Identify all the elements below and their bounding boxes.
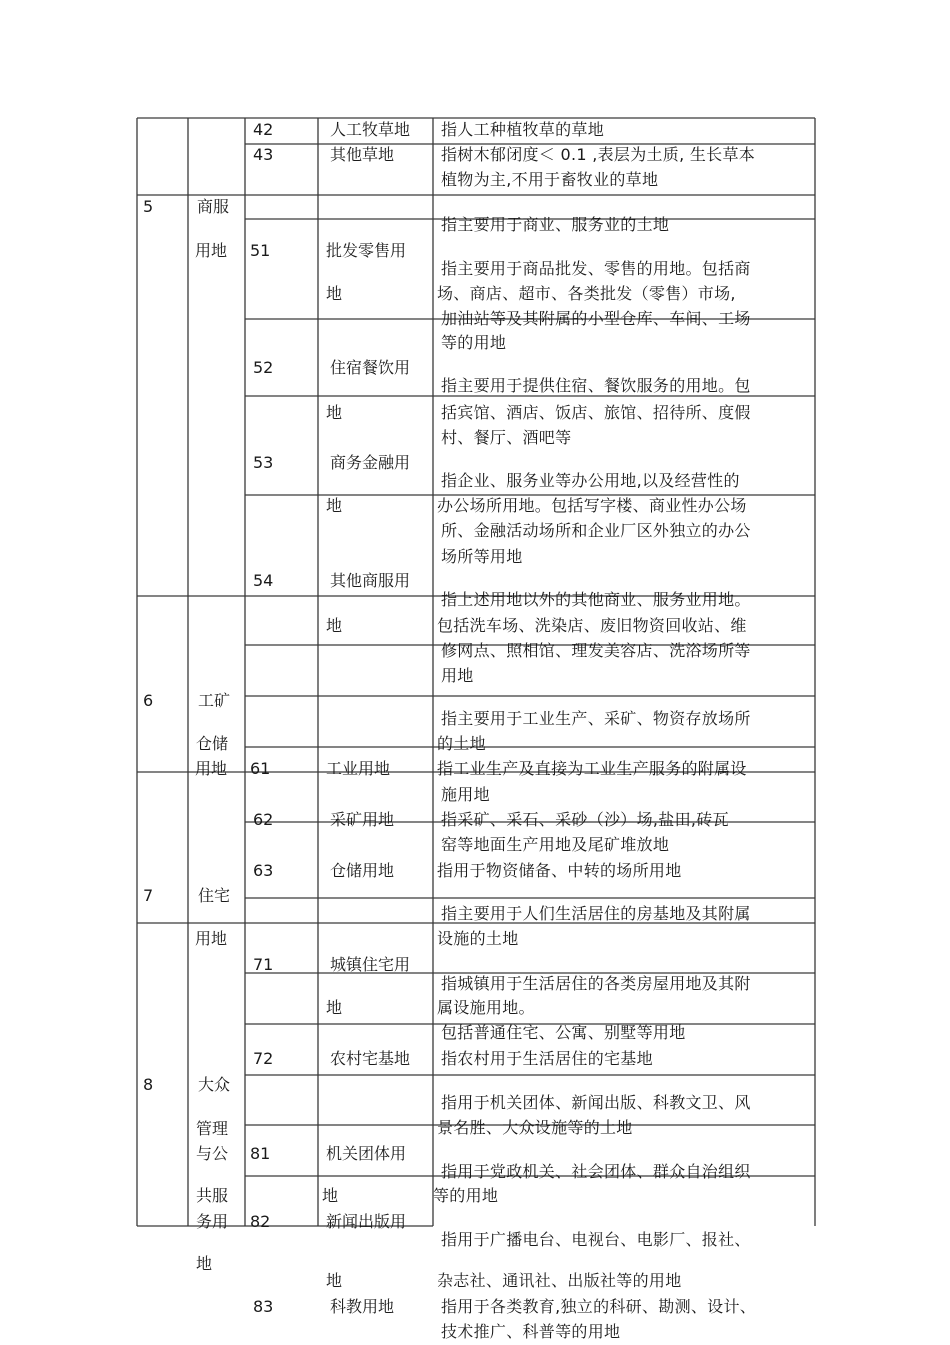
description-line: 施用地 bbox=[441, 785, 490, 804]
category-name: 用地 bbox=[195, 759, 228, 778]
category-name: 共服 bbox=[196, 1186, 229, 1205]
category-name: 与公 bbox=[196, 1144, 229, 1163]
description-line: 设施的土地 bbox=[437, 929, 519, 948]
description-line: 指城镇用于生活居住的各类房屋用地及其附 bbox=[441, 974, 751, 993]
name-cell: 其他草地 bbox=[330, 145, 395, 164]
subcategory-code: 52 bbox=[253, 358, 274, 377]
subcategory-code: 51 bbox=[250, 241, 271, 260]
description-line: 场、商店、超市、各类批发（零售）市场, bbox=[437, 284, 736, 303]
description-line: 修网点、照相馆、理发美容店、洗浴场所等 bbox=[441, 641, 751, 660]
subcategory-name: 城镇住宅用 bbox=[330, 955, 411, 974]
description-line: 加油站等及其附属的小型仓库、车间、工场 bbox=[441, 309, 751, 328]
description-line: 指用于机关团体、新闻出版、科教文卫、风 bbox=[441, 1093, 751, 1112]
subcategory-code: 53 bbox=[253, 453, 274, 472]
subcategory-name: 仓储用地 bbox=[330, 861, 395, 880]
description-line: 场所等用地 bbox=[441, 547, 523, 566]
subcategory-code: 62 bbox=[253, 810, 274, 829]
description-line: 指树木郁闭度＜ 0.1 ,表层为土质, 生长草本 bbox=[441, 145, 756, 164]
subcategory-name: 地 bbox=[326, 1271, 343, 1290]
description-line: 技术推广、科普等的用地 bbox=[441, 1322, 621, 1341]
category-name: 地 bbox=[196, 1254, 213, 1273]
description-line: 村、餐厅、酒吧等 bbox=[441, 428, 572, 447]
name-cell: 人工牧草地 bbox=[330, 120, 411, 139]
subcategory-name: 地 bbox=[326, 616, 343, 635]
description-line: 办公场所用地。包括写字楼、商业性办公场 bbox=[437, 496, 747, 515]
subcategory-code: 63 bbox=[253, 861, 274, 880]
description-line: 属设施用地。 bbox=[437, 998, 535, 1017]
category-code: 7 bbox=[143, 886, 154, 905]
category-name: 商服 bbox=[197, 197, 230, 216]
subcategory-name: 新闻出版用 bbox=[326, 1212, 407, 1231]
description-line: 包括普通住宅、公寓、别墅等用地 bbox=[441, 1023, 686, 1042]
description-line: 杂志社、通讯社、出版社等的用地 bbox=[437, 1271, 682, 1290]
description-line: 包括洗车场、洗染店、废旧物资回收站、维 bbox=[437, 616, 747, 635]
subcategory-code: 81 bbox=[250, 1144, 271, 1163]
description-line: 所、金融活动场所和企业厂区外独立的办公 bbox=[441, 521, 751, 540]
subcategory-code: 82 bbox=[250, 1212, 271, 1231]
subcategory-code: 54 bbox=[253, 571, 274, 590]
description-line: 指企业、服务业等办公用地,以及经营性的 bbox=[441, 471, 740, 490]
subcategory-code: 61 bbox=[250, 759, 271, 778]
subcategory-name: 商务金融用 bbox=[330, 453, 411, 472]
category-code: 6 bbox=[143, 691, 154, 710]
subcategory-name: 地 bbox=[326, 998, 343, 1017]
description-line: 用地 bbox=[441, 666, 474, 685]
code-cell: 43 bbox=[253, 145, 274, 164]
category-code: 8 bbox=[143, 1075, 154, 1094]
description-line: 等的用地 bbox=[441, 333, 507, 352]
subcategory-name: 地 bbox=[322, 1186, 339, 1205]
code-cell: 42 bbox=[253, 120, 274, 139]
description-line: 指用于物资储备、中转的场所用地 bbox=[437, 861, 682, 880]
description-line: 指主要用于工业生产、采矿、物资存放场所 bbox=[441, 709, 751, 728]
category-name: 用地 bbox=[195, 929, 228, 948]
subcategory-name: 其他商服用 bbox=[330, 571, 411, 590]
category-name: 大众 bbox=[198, 1075, 231, 1094]
category-name: 工矿 bbox=[198, 691, 231, 710]
subcategory-name: 地 bbox=[326, 496, 343, 515]
subcategory-code: 72 bbox=[253, 1049, 274, 1068]
category-name: 务用 bbox=[196, 1212, 229, 1231]
description-line: 植物为主,不用于畜牧业的草地 bbox=[441, 170, 659, 189]
description-line: 指采矿、采石、采砂（沙）场,盐田,砖瓦 bbox=[441, 810, 729, 829]
description-line: 指用于党政机关、社会团体、群众自治组织 bbox=[441, 1162, 751, 1181]
subcategory-name: 地 bbox=[326, 403, 343, 422]
subcategory-name: 地 bbox=[326, 284, 343, 303]
category-name: 仓储 bbox=[196, 734, 229, 753]
description-line: 指主要用于商业、服务业的土地 bbox=[441, 215, 670, 234]
subcategory-code: 83 bbox=[253, 1297, 274, 1316]
description-line: 的土地 bbox=[437, 734, 486, 753]
description-line: 指用于各类教育,独立的科研、勘测、设计、 bbox=[441, 1297, 757, 1316]
category-code: 5 bbox=[143, 197, 154, 216]
category-name: 管理 bbox=[196, 1119, 229, 1138]
description-line: 括宾馆、酒店、饭店、旅馆、招待所、度假 bbox=[441, 403, 751, 422]
subcategory-name: 采矿用地 bbox=[330, 810, 395, 829]
subcategory-name: 批发零售用 bbox=[326, 241, 407, 260]
description-line: 等的用地 bbox=[433, 1186, 499, 1205]
category-name: 住宅 bbox=[198, 886, 231, 905]
subcategory-name: 农村宅基地 bbox=[330, 1049, 411, 1068]
subcategory-name: 机关团体用 bbox=[326, 1144, 407, 1163]
description-line: 窑等地面生产用地及尾矿堆放地 bbox=[441, 835, 670, 854]
description-line: 指农村用于生活居住的宅基地 bbox=[441, 1049, 653, 1068]
description-line: 指用于广播电台、电视台、电影厂、报社、 bbox=[441, 1230, 751, 1249]
description-line: 指主要用于人们生活居住的房基地及其附属 bbox=[441, 904, 751, 923]
subcategory-code: 71 bbox=[253, 955, 274, 974]
subcategory-name: 科教用地 bbox=[330, 1297, 395, 1316]
subcategory-name: 住宿餐饮用 bbox=[330, 358, 411, 377]
description-line: 指工业生产及直接为工业生产服务的附属设 bbox=[437, 759, 747, 778]
description-line: 指主要用于商品批发、零售的用地。包括商 bbox=[441, 259, 751, 278]
description-cell: 指人工种植牧草的草地 bbox=[441, 120, 605, 139]
description-line: 指上述用地以外的其他商业、服务业用地。 bbox=[441, 590, 751, 609]
category-name: 用地 bbox=[195, 241, 228, 260]
subcategory-name: 工业用地 bbox=[326, 759, 391, 778]
description-line: 指主要用于提供住宿、餐饮服务的用地。包 bbox=[441, 376, 751, 395]
description-line: 景名胜、大众设施等的土地 bbox=[437, 1118, 633, 1137]
